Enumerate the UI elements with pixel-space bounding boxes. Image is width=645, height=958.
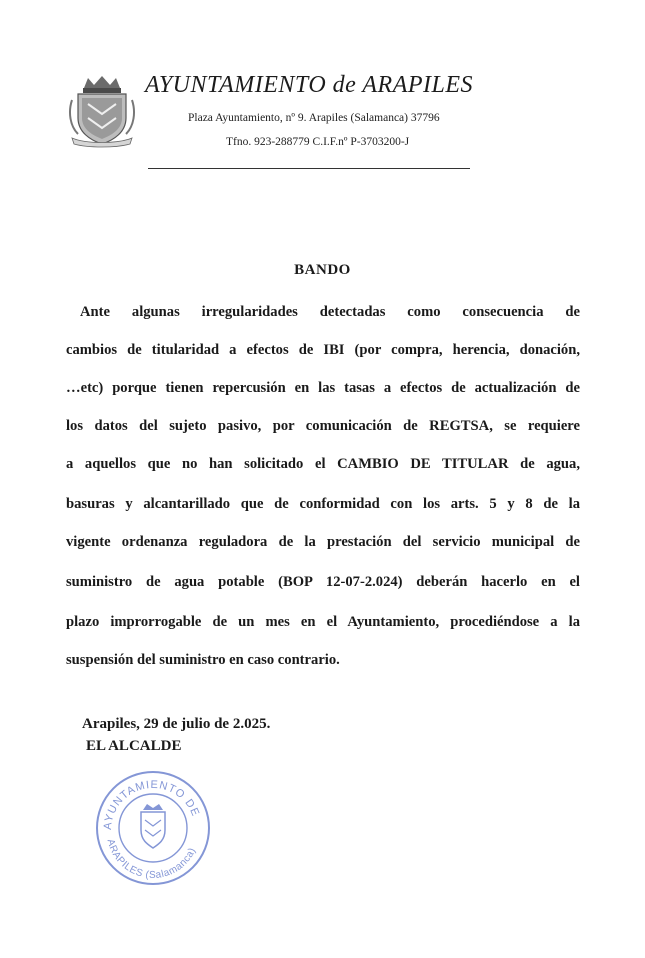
org-phone-cif: Tfno. 923-288779 C.I.F.nº P-3703200-J <box>226 136 410 148</box>
org-title: AYUNTAMIENTO de ARAPILES <box>145 72 474 98</box>
signatory-title: EL ALCALDE <box>86 738 182 754</box>
notice-line: los datos del sujeto pasivo, por comunicación de REGTSA, se requiere <box>66 418 580 434</box>
header-divider <box>148 168 470 169</box>
official-stamp-icon <box>93 768 213 888</box>
notice-line: Ante algunas irregularidades detectadas como consecuencia de <box>80 304 580 320</box>
notice-line: vigente ordenanza reguladora de la prestación del servicio municipal de <box>66 534 580 550</box>
notice-line: …etc) porque tienen repercusión en las tasas a efectos de actualización de <box>66 380 580 396</box>
notice-heading: BANDO <box>294 262 351 278</box>
stamp-text-bottom: ARAPILES (Salamanca) <box>104 837 199 882</box>
stamp-text-top: AYUNTAMIENTO DE <box>101 778 202 831</box>
notice-line: cambios de titularidad a efectos de IBI (por compra, herencia, donación, <box>66 342 580 358</box>
place-date: Arapiles, 29 de julio de 2.025. <box>82 716 271 732</box>
municipal-crest-icon <box>66 74 138 148</box>
notice-line: basuras y alcantarillado que de conformidad con los arts. 5 y 8 de la <box>66 496 580 512</box>
notice-line: suspensión del suministro en caso contrario. <box>66 652 340 668</box>
org-address: Plaza Ayuntamiento, nº 9. Arapiles (Salamanca) 37796 <box>188 112 440 124</box>
notice-line: a aquellos que no han solicitado el CAMBIO DE TITULAR de agua, <box>66 456 580 472</box>
notice-line: suministro de agua potable (BOP 12-07-2.024) deberán hacerlo en el <box>66 574 580 590</box>
notice-line: plazo improrrogable de un mes en el Ayuntamiento, procediéndose a la <box>66 614 580 630</box>
